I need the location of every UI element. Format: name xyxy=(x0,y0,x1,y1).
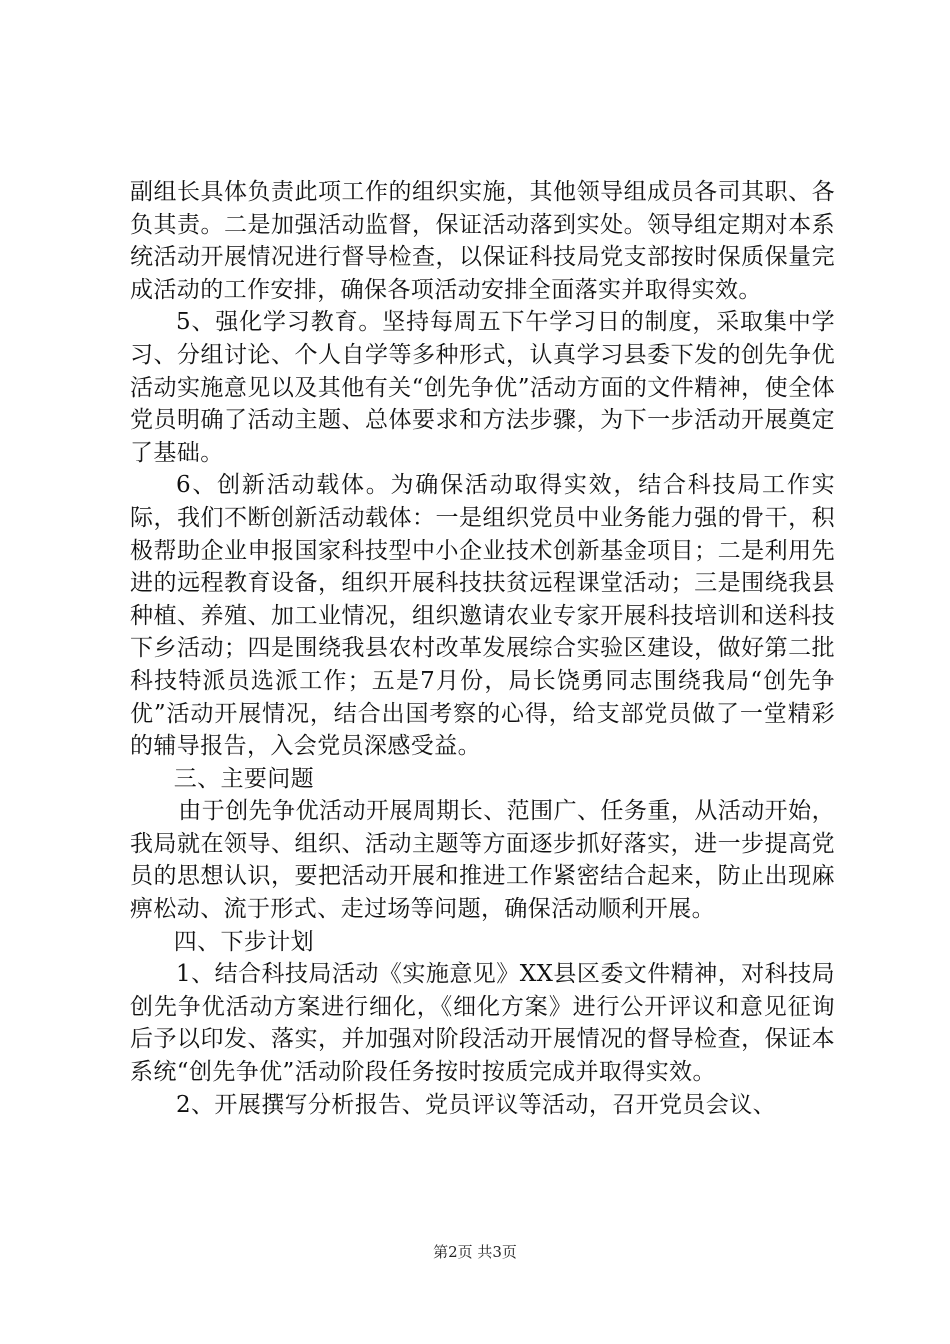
document-body xyxy=(130,176,835,1121)
section-heading-next-plan: 四、下步计划 xyxy=(173,928,315,955)
page-footer: 第2页 共3页 xyxy=(433,1243,517,1261)
section-heading-main-problems: 三、主要问题 xyxy=(173,765,315,792)
paragraph-continuation: 副组长具体负责此项工作的组织实施，其他领导组成员各司其职、各负其责。二是加强活动监督，保证活动落到实处。领导组定期对本系统活动开展情况进行督导检查，以保证科技局党支部按时保质保量完成活动的工作安排，确保各项活动安排全面落实并取得实效。 xyxy=(130,179,835,303)
paragraph-main-problems: 由于创先争优活动开展周期长、范围广、任务重，从活动开始，我局就在领导、组织、活动主题等方面逐步抓好落实，进一步提高党员的思想认识，要把活动开展和推进工作紧密结合起来，防止出现麻痹松动、流于形式、走过场等问题，确保活动顺利开展。 xyxy=(130,798,835,923)
paragraph-plan-item-2: 2、开展撰写分析报告、党员评议等活动，召开党员会议、 xyxy=(176,1091,777,1118)
paragraph-item-6: 6、创新活动载体。为确保活动取得实效，结合科技局工作实际，我们不断创新活动载体：一是组织党员中业务能力强的骨干，积极帮助企业申报国家科技型中小企业技术创新基金项目；二是利用先进的远程教育设备，组织开展科技扶贫远程课堂活动；三是围绕我县种植、养殖、加工业情况，组织邀请农业专家开展科技培训和送科技下乡活动；四是围绕我县农村改革发展综合实验区建设，做好第二批科技特派员选派工作；五是7月份，局长饶勇同志围绕我局“创先争优”活动开展情况，结合出国考察的心得，给支部党员做了一堂精彩的辅导报告，入会党员深感受益。 xyxy=(130,472,835,760)
paragraph-item-5: 5、强化学习教育。坚持每周五下午学习日的制度，采取集中学习、分组讨论、个人自学等多种形式，认真学习县委下发的创先争优活动实施意见以及其他有关“创先争优”活动方面的文件精神，使全体党员明确了活动主题、总体要求和方法步骤，为下一步活动开展奠定了基础。 xyxy=(130,309,835,466)
paragraph-plan-item-1: 1、结合科技局活动《实施意见》XX县区委文件精神，对科技局创先争优活动方案进行细化，《细化方案》进行公开评议和意见征询后予以印发、落实，并加强对阶段活动开展情况的督导检查，保证本系统“创先争优”活动阶段任务按时按质完成并取得实效。 xyxy=(130,961,835,1086)
